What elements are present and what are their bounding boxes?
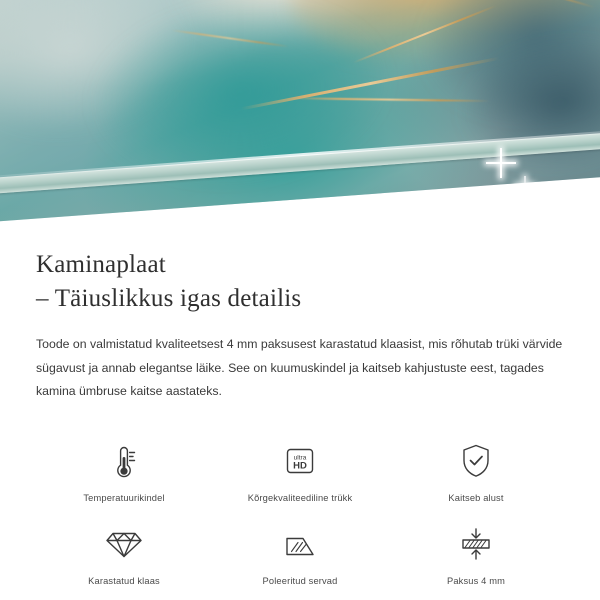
- diamond-icon: [101, 521, 147, 567]
- product-description: Toode on valmistatud kvaliteetsest 4 mm paksusest karastatud klaasist, mis rõhutab trüki värvide sügavust ja annab elegantse läike. See on kuumuskindel ja kaitseb kahjustuste eest, tagades kamina ümbruse kaitse aastateks.: [36, 337, 563, 399]
- content-area: [0, 248, 600, 586]
- feature-item-thickness: [388, 513, 564, 586]
- thickness-icon: [453, 521, 499, 567]
- feature-label: Poleeritud servad: [262, 575, 338, 586]
- feature-label: Paksus 4 mm: [447, 575, 505, 586]
- feature-label: Kõrgekvaliteediline trükk: [247, 492, 353, 503]
- feature-item-polished-edges: [212, 513, 388, 586]
- shield-check-icon: [453, 438, 499, 484]
- page-title: [36, 248, 564, 315]
- polished-edges-icon: [277, 521, 323, 567]
- glass-panel-artwork: [0, 0, 600, 222]
- svg-text:HD: HD: [293, 460, 307, 472]
- ultra-hd-icon: [277, 438, 323, 484]
- headline-line-2: – Täiuslikkus igas detailis: [36, 284, 302, 312]
- feature-item-tempered-glass: [36, 513, 212, 586]
- feature-label: Kaitseb alust: [448, 492, 504, 503]
- feature-item-print-quality: [212, 430, 388, 503]
- feature-grid: [36, 430, 564, 586]
- feature-item-surface-protection: [388, 430, 564, 503]
- feature-label: Temperatuurikindel: [83, 492, 165, 503]
- svg-text:ultra: ultra: [293, 454, 307, 462]
- hero-image: [0, 0, 600, 222]
- feature-label: Karastatud klaas: [88, 575, 160, 586]
- thermometer-icon: [101, 438, 147, 484]
- feature-item-temperature: [36, 430, 212, 503]
- headline-line-1: Kaminaplaat: [36, 251, 166, 278]
